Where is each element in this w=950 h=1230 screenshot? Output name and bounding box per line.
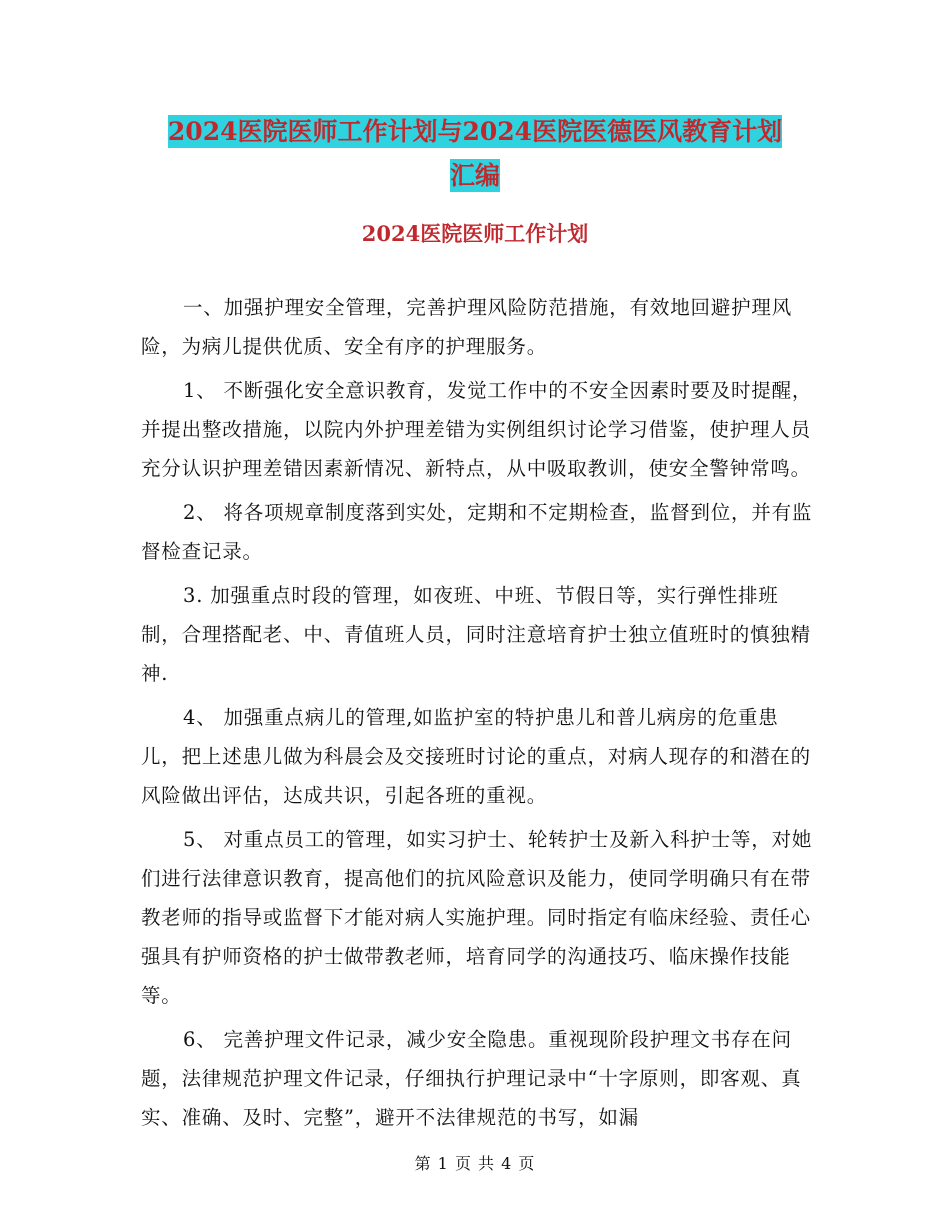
document-body [141,288,813,1142]
page-footer: 第 1 页 共 4 页 [414,1154,536,1173]
paragraph: 1、 不断强化安全意识教育，发觉工作中的不安全因素时要及时提醒，并提出整改措施，以院内外护理差错为实例组织讨论学习借鉴，使护理人员充分认识护理差错因素新情况、新特点，从中吸取教训，使安全警钟常鸣。 [141,379,813,480]
paragraph: 5、 对重点员工的管理，如实习护士、轮转护士及新入科护士等，对她们进行法律意识教育，提高他们的抗风险意识及能力，使同学明确只有在带教老师的指导或监督下才能对病人实施护理。同时指定有临床经验、责任心强具有护师资格的护士做带教老师，培育同学的沟通技巧、临床操作技能等。 [141,828,813,1007]
paragraph: 6、 完善护理文件记录，减少安全隐患。重视现阶段护理文书存在问题，法律规范护理文件记录，仔细执行护理记录中“十字原则，即客观、真实、准确、及时、完整”，避开不法律规范的书写，如漏 [141,1028,802,1129]
paragraph: 3. 加强重点时段的管理，如夜班、中班、节假日等，实行弹性排班制，合理搭配老、中、青值班人员，同时注意培育护士独立值班时的慎独精神. [141,584,811,685]
document-title-line-1: 2024医院医师工作计划与2024医院医德医风教育计划 [167,117,783,146]
document-title [0,110,950,198]
paragraph: 4、 加强重点病儿的管理,如监护室的特护患儿和普儿病房的危重患儿，把上述患儿做为科晨会及交接班时讨论的重点，对病人现存的和潜在的风险做出评估，达成共识，引起各班的重视。 [141,706,811,807]
paragraph: 2、 将各项规章制度落到实处，定期和不定期检查，监督到位，并有监督检查记录。 [141,501,813,563]
document-title-line-2: 汇编 [449,161,500,190]
paragraph: 一、加强护理安全管理，完善护理风险防范措施，有效地回避护理风险，为病儿提供优质、安全有序的护理服务。 [141,296,793,358]
section-title: 2024医院医师工作计划 [361,221,589,246]
